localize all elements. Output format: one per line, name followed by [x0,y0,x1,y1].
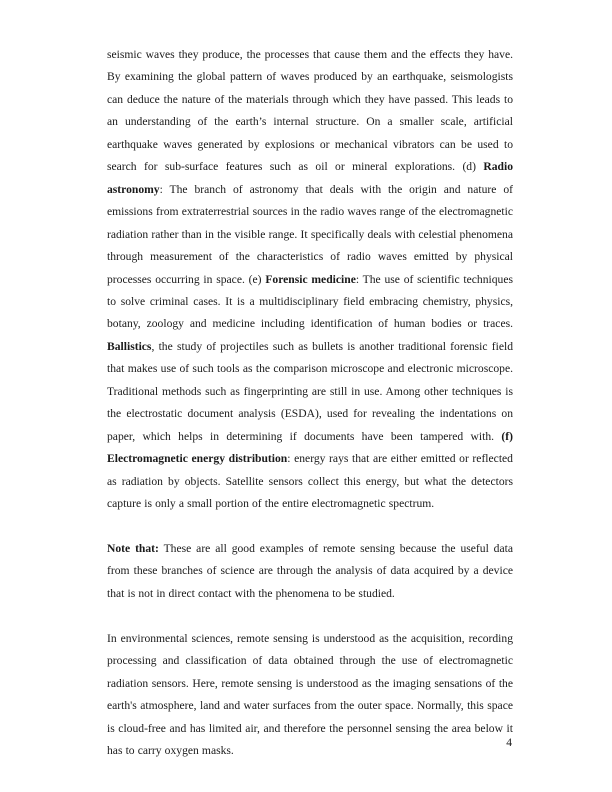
paragraph-1 [107,44,513,516]
text-run: : The branch of astronomy that deals with the origin and nature of emissions from extraterrestrial sources in the radio waves range of the electromagnetic radiation rather than in the visible range. It specifically deals with celestial phenomena through measurement of the characteristics of radio waves emitted by physical processes occurring in space. (e) [107,182,513,286]
emphasis-run: Note that: [107,541,159,555]
text-run: : The use of scientific techniques to solve criminal cases. It is a multidisciplinary field embracing chemistry, physics, botany, zoology and medicine including identification of human bodies or traces. [107,272,513,331]
page-number: 4 [506,736,512,749]
document-body [107,44,513,762]
text-run: In environmental sciences, remote sensing is understood as the acquisition, recording processing and classification of data obtained through the use of electromagnetic radiation sensors. Here, remote sensing is understood as the imaging sensations of the earth's atmosphere, land and water surfaces from the outer space. Normally, this space is cloud-free and has limited air, and therefore the personnel sensing the area below it has to carry oxygen masks. [107,631,513,758]
text-run: These are all good examples of remote sensing because the useful data from these branches of science are through the analysis of data acquired by a device that is not in direct contact with the phenomena to be studied. [107,541,513,600]
text-run: , the study of projectiles such as bullets is another traditional forensic field that makes use of such tools as the comparison microscope and electronic microscope. Traditional methods such as fingerprinting are still in use. Among other techniques is the electrostatic document analysis (ESDA), used for revealing the indentations on paper, which helps in determining if documents have been tampered with. [107,339,513,443]
paragraph-2 [107,538,513,605]
emphasis-run: (f) Electromagnetic energy distribution [107,429,513,466]
emphasis-run: Ballistics [107,339,152,353]
text-run: : energy rays that are either emitted or reflected as radiation by objects. Satellite sensors collect this energy, but what the detectors capture is only a small portion of the entire electromagnetic spectrum. [107,452,513,511]
emphasis-run: Radio astronomy [107,160,513,196]
text-run: seismic waves they produce, the processes that cause them and the effects they have. By examining the global pattern of waves produced by an earthquake, seismologists can deduce the nature of the materials through which they have passed. This leads to an understanding of the earth’s internal structure. On a smaller scale, artificial earthquake waves generated by explosions or mechanical vibrators can be used to search for sub-surface features such as oil or mineral explorations. (d) [107,48,513,174]
emphasis-run: Forensic medicine [265,272,356,286]
